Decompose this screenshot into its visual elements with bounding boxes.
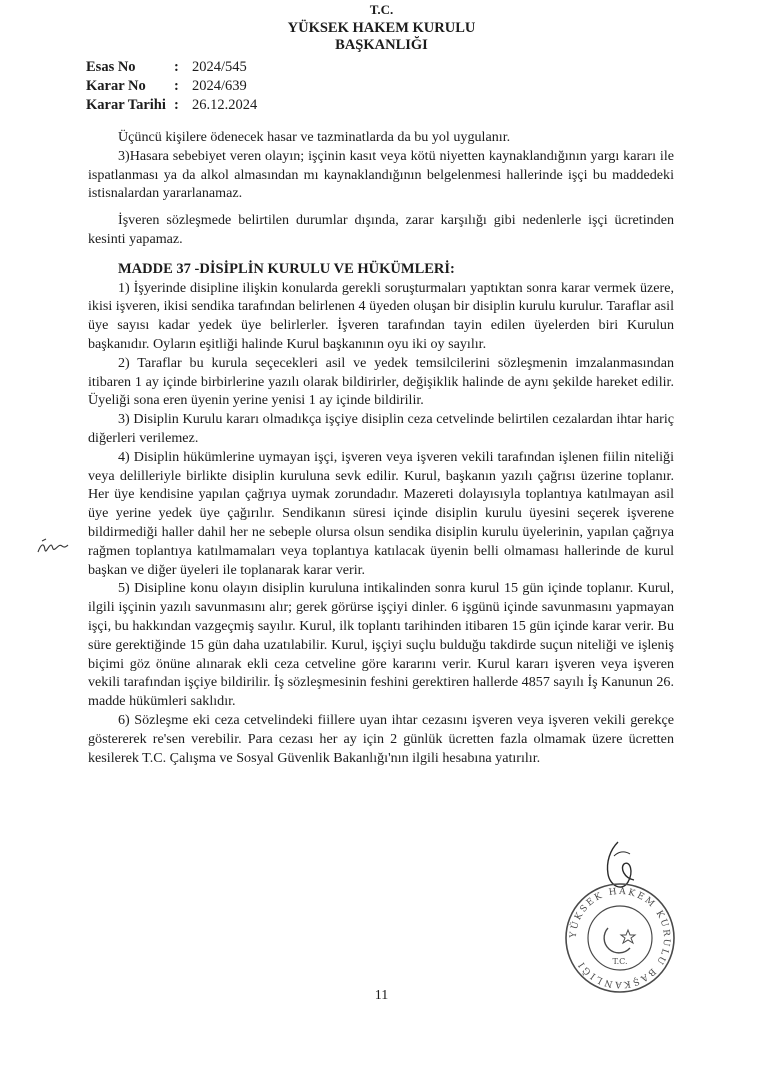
paragraph-damage-exception: 3)Hasara sebebiyet veren olayın; işçinin kasıt veya kötü niyetten kaynaklandığının yargı kararı ile ispatlanması ya da alkol almasından mı kaynaklandığının belgelenmesi hallerinde işçi bu maddedeki istisnalardan yararlanamaz. bbox=[88, 147, 674, 202]
article-clause-1: 1) İşyerinde disipline ilişkin konularda gerekli soruşturmaları yaptıktan sonra karar vermek üzere, ikisi işveren, ikisi sendika tarafından belirlenen 4 üyeden oluşan bir disiplin kurulu kurulur. Taraflar asil üye sayısı kadar yedek üye belirlerler. İşveren tarafından tayin edilen üyelerden biri Kurulun başkanıdır. Oyların eşitliği halinde Kurul başkanının oyu iki oy sayılır. bbox=[88, 279, 674, 352]
document-body bbox=[88, 128, 674, 767]
seal-ring-text: YÜKSEK HAKEM KURULU BAŞKANLIĞI bbox=[568, 886, 672, 990]
meta-colon: : bbox=[174, 59, 179, 75]
case-meta bbox=[86, 58, 312, 115]
meta-value: 2024/545 bbox=[192, 59, 247, 75]
meta-colon: : bbox=[174, 78, 179, 94]
meta-label: Karar Tarihi bbox=[86, 97, 166, 113]
header-presidency: BAŞKANLIĞI bbox=[335, 37, 428, 53]
article-clause-3: 3) Disiplin Kurulu kararı olmadıkça işçiye disiplin ceza cetvelinde belirtilen cezalardan ihtar hariç diğerleri verilemez. bbox=[88, 411, 674, 446]
article-clause-4: 4) Disiplin hükümlerine uymayan işçi, işveren veya işveren vekili tarafından işlenen fiilin niteliği veya delilleriyle birlikte disiplin kuruluna sevk edilir. Kurul, başkanın yazılı çağrısı üzerine toplanır. Her üye kendisine yapılan çağrıya uymak zorundadır. Mazereti dolayısıyla toplantıya katılmayan asil üye yerine yedek üye çağırılır. Sendikanın süresi içinde disiplin kurulu üyesini seçerek işverene bildirmediği haller dahil her ne sebeple olursa olsun sendika disiplin kurulu üyelerinin, yapılan çağrıya rağmen toplantıya katılmamaları veya toplantıya katılacak üyenin belli olmaması hallerinde de kurul başkan ve diğer üyeleri ile toplanarak karar verir. bbox=[88, 448, 674, 578]
article-clause-2: 2) Taraflar bu kurula seçecekleri asil ve yedek temsilcilerini sözleşmenin imzalanmasından itibaren 1 ay içinde birbirlerine yazılı olarak bildirirler, değişiklik halinde de aynı şekilde hareket edilir. Üyeliği sona eren üyenin yerine yenisi 1 ay içinde bildirilir. bbox=[88, 354, 674, 409]
article-clause-6: 6) Sözleşme eki ceza cetvelindeki fiillere uyan ihtar cezasını işveren veya işveren vekili gerekçe göstererek re'sen verebilir. Para cezası her ay için 2 günlük ücretten fazla olmamak üzere ücretten kesilerek T.C. Çalışma ve Sosyal Güvenlik Bakanlığı'nın ilgili hesabına yatırılır. bbox=[88, 711, 674, 766]
meta-karar-tarihi bbox=[86, 96, 312, 115]
meta-colon: : bbox=[174, 97, 179, 113]
meta-karar-no bbox=[86, 77, 312, 96]
header-tc: T.C. bbox=[369, 2, 394, 17]
article-clause-5: 5) Disipline konu olayın disiplin kuruluna intikalinden sonra kurul 15 gün içinde toplanır. Kurul, ilgili işçinin yazılı savunmasını alır; gerek görürse işçiyi dinler. 6 işgünü içinde savunmasını yapmayan işçi, bu hakkından vazgeçmiş sayılır. Kurul, ilk toplantı tarihinden itibaren 15 gün içinde karar verir. Bu süre gerektiğinde 15 gün daha uzatılabilir. Kurul, işçiyi suçlu bulduğu takdirde suçun niteliği ve işleniş biçimi göz önüne alınarak ekli ceza cetveline göre kararını verir. Kurul kararı işveren veya işveren vekili tarafından işçiye bildirilir. İş sözleşmesinin feshini gerektiren hallerde 4857 sayılı İş Kanunun 26. madde hükümleri saklıdır. bbox=[88, 580, 674, 710]
article-heading: MADDE 37 -DİSİPLİN KURULU VE HÜKÜMLERİ: bbox=[118, 260, 455, 277]
margin-initials bbox=[36, 536, 70, 558]
paragraph-third-party: Üçüncü kişilere ödenecek hasar ve tazminatlarda da bu yol uygulanır. bbox=[118, 129, 511, 145]
page-number: 11 bbox=[374, 988, 389, 1003]
meta-value: 2024/639 bbox=[192, 78, 247, 94]
header-institution: YÜKSEK HAKEM KURULU bbox=[287, 20, 476, 36]
paragraph-wage-deduction: İşveren sözleşmede belirtilen durumlar dışında, zarar karşılığı gibi nedenlerle işçi ücretinden kesinti yapamaz. bbox=[88, 212, 674, 247]
meta-label: Karar No bbox=[86, 78, 146, 94]
seal-inner-text: T.C. bbox=[612, 957, 628, 966]
official-seal-stamp bbox=[560, 878, 680, 998]
meta-label: Esas No bbox=[86, 59, 136, 75]
meta-esas-no bbox=[86, 58, 312, 77]
svg-text:YÜKSEK HAKEM KURULU BAŞKANLIĞI bbox=[568, 887, 671, 989]
meta-value: 26.12.2024 bbox=[192, 97, 258, 113]
